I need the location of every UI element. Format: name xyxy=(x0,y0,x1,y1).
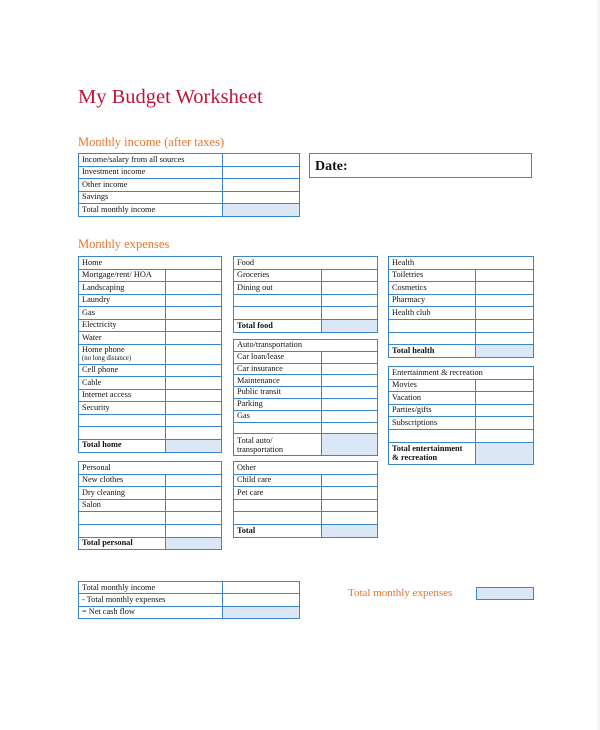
personal-header: Personal xyxy=(79,462,222,475)
home-value-cell[interactable] xyxy=(166,389,222,402)
home-value-cell[interactable] xyxy=(166,282,222,295)
home-row-label: Electricity xyxy=(79,319,166,332)
entertainment-value-cell[interactable] xyxy=(476,392,534,405)
home-value-cell[interactable] xyxy=(166,427,222,440)
home-row-label: Home phone xyxy=(82,345,125,355)
auto-value-cell[interactable] xyxy=(322,351,378,363)
personal-value-cell[interactable] xyxy=(166,499,222,512)
entertainment-value-cell[interactable] xyxy=(476,379,534,392)
other-total-label: Total xyxy=(234,524,322,537)
health-row-label: Cosmetics xyxy=(389,282,476,295)
health-total-cell[interactable] xyxy=(476,345,534,358)
health-value-cell[interactable] xyxy=(476,282,534,295)
auto-row-label: Car insurance xyxy=(234,363,322,375)
auto-row-label: Maintenance xyxy=(234,375,322,387)
food-row-label: Dining out xyxy=(234,282,322,295)
auto-row-label: Public transit xyxy=(234,387,322,399)
home-blank-label xyxy=(79,427,166,440)
home-row-label: Internet access xyxy=(79,389,166,402)
date-label: Date: xyxy=(315,159,348,174)
home-value-cell[interactable] xyxy=(166,307,222,320)
net-cash-flow-label: = Net cash flow xyxy=(79,606,223,618)
entertainment-value-cell[interactable] xyxy=(476,417,534,430)
other-value-cell[interactable] xyxy=(322,512,378,525)
health-row-label: Health club xyxy=(389,307,476,320)
personal-table xyxy=(78,461,222,550)
entertainment-total-line: Total entertainment xyxy=(392,443,463,453)
other-value-cell[interactable] xyxy=(322,487,378,500)
auto-value-cell[interactable] xyxy=(322,387,378,399)
health-value-cell[interactable] xyxy=(476,294,534,307)
auto-total-line: transportation xyxy=(237,444,284,454)
home-row-label: Cable xyxy=(79,377,166,390)
food-blank-label xyxy=(234,307,322,320)
home-row-label: Gas xyxy=(79,307,166,320)
entertainment-row-label: Subscriptions xyxy=(389,417,476,430)
date-box[interactable] xyxy=(309,153,532,178)
auto-header: Auto/transportation xyxy=(234,340,378,352)
entertainment-blank-label xyxy=(389,429,476,442)
home-value-cell[interactable] xyxy=(166,344,222,364)
entertainment-value-cell[interactable] xyxy=(476,429,534,442)
food-row-label: Groceries xyxy=(234,269,322,282)
income-row-label: Savings xyxy=(79,191,223,204)
income-heading: Monthly income (after taxes) xyxy=(78,135,225,149)
expenses-heading: Monthly expenses xyxy=(78,237,170,251)
total-monthly-expenses-box[interactable] xyxy=(476,587,534,600)
home-phone-cell xyxy=(79,344,166,364)
summary-row-label: Total monthly income xyxy=(79,582,223,594)
health-value-cell[interactable] xyxy=(476,307,534,320)
food-table xyxy=(233,256,378,333)
health-row-label: Toiletries xyxy=(389,269,476,282)
home-header: Home xyxy=(79,257,222,270)
health-total-label: Total health xyxy=(389,345,476,358)
personal-value-cell[interactable] xyxy=(166,512,222,525)
food-total-cell[interactable] xyxy=(322,319,378,332)
home-value-cell[interactable] xyxy=(166,332,222,345)
income-value-cell[interactable] xyxy=(223,191,300,204)
other-blank-label xyxy=(234,499,322,512)
summary-table xyxy=(78,581,300,619)
auto-table xyxy=(233,339,378,456)
health-row-label: Pharmacy xyxy=(389,294,476,307)
home-row-note: (no long distance) xyxy=(82,354,132,362)
personal-value-cell[interactable] xyxy=(166,487,222,500)
health-table xyxy=(388,256,534,358)
auto-total-line: Total auto/ xyxy=(237,435,273,445)
home-total-label: Total home xyxy=(79,439,166,452)
health-value-cell[interactable] xyxy=(476,269,534,282)
personal-row-label: New clothes xyxy=(79,474,166,487)
page-edge-shadow xyxy=(596,0,600,730)
entertainment-row-label: Movies xyxy=(389,379,476,392)
personal-value-cell[interactable] xyxy=(166,474,222,487)
home-row-label: Cell phone xyxy=(79,364,166,377)
personal-total-label: Total personal xyxy=(79,537,166,550)
auto-row-label: Car loan/lease xyxy=(234,351,322,363)
entertainment-total-cell[interactable] xyxy=(476,442,534,464)
other-value-cell[interactable] xyxy=(322,474,378,487)
other-header: Other xyxy=(234,462,378,475)
entertainment-header: Entertainment & recreation xyxy=(389,367,534,380)
income-value-cell[interactable] xyxy=(223,166,300,179)
home-value-cell[interactable] xyxy=(166,319,222,332)
auto-value-cell[interactable] xyxy=(322,410,378,422)
personal-blank-label xyxy=(79,524,166,537)
entertainment-row-label: Vacation xyxy=(389,392,476,405)
entertainment-total-label xyxy=(389,442,476,464)
income-row-label: Investment income xyxy=(79,166,223,179)
health-blank-label xyxy=(389,332,476,345)
income-table xyxy=(78,153,300,217)
other-row-label: Pet care xyxy=(234,487,322,500)
home-row-label: Mortgage/rent/ HOA xyxy=(79,269,166,282)
food-value-cell[interactable] xyxy=(322,307,378,320)
other-total-cell[interactable] xyxy=(322,524,378,537)
income-value-cell[interactable] xyxy=(223,154,300,167)
income-total-cell[interactable] xyxy=(223,204,300,217)
auto-value-cell[interactable] xyxy=(322,422,378,434)
other-row-label: Child care xyxy=(234,474,322,487)
home-value-cell[interactable] xyxy=(166,402,222,415)
auto-value-cell[interactable] xyxy=(322,398,378,410)
food-total-label: Total food xyxy=(234,319,322,332)
food-value-cell[interactable] xyxy=(322,269,378,282)
personal-row-label: Dry cleaning xyxy=(79,487,166,500)
food-header: Food xyxy=(234,257,378,270)
entertainment-total-line: & recreation xyxy=(392,453,438,463)
personal-row-label: Salon xyxy=(79,499,166,512)
summary-value-cell[interactable] xyxy=(223,582,300,594)
auto-value-cell[interactable] xyxy=(322,363,378,375)
income-row-label: Income/salary from all sources xyxy=(79,154,223,167)
home-value-cell[interactable] xyxy=(166,414,222,427)
income-total-label: Total monthly income xyxy=(79,204,223,217)
summary-value-cell[interactable] xyxy=(223,594,300,606)
entertainment-value-cell[interactable] xyxy=(476,404,534,417)
income-row-label: Other income xyxy=(79,179,223,192)
food-value-cell[interactable] xyxy=(322,282,378,295)
income-value-cell[interactable] xyxy=(223,179,300,192)
home-total-cell[interactable] xyxy=(166,439,222,452)
page-title: My Budget Worksheet xyxy=(78,86,263,108)
health-value-cell[interactable] xyxy=(476,319,534,332)
health-blank-label xyxy=(389,319,476,332)
personal-blank-label xyxy=(79,512,166,525)
home-value-cell[interactable] xyxy=(166,269,222,282)
auto-total-label xyxy=(234,434,322,456)
auto-row-label: Parking xyxy=(234,398,322,410)
food-blank-label xyxy=(234,294,322,307)
personal-total-cell[interactable] xyxy=(166,537,222,550)
home-row-label: Landscaping xyxy=(79,282,166,295)
home-value-cell[interactable] xyxy=(166,364,222,377)
home-value-cell[interactable] xyxy=(166,294,222,307)
other-value-cell[interactable] xyxy=(322,499,378,512)
personal-value-cell[interactable] xyxy=(166,524,222,537)
home-table xyxy=(78,256,222,453)
summary-row-label: - Total monthly expenses xyxy=(79,594,223,606)
home-blank-label xyxy=(79,414,166,427)
home-row-label: Water xyxy=(79,332,166,345)
home-row-label: Security xyxy=(79,402,166,415)
health-value-cell[interactable] xyxy=(476,332,534,345)
entertainment-row-label: Parties/gifts xyxy=(389,404,476,417)
auto-total-cell[interactable] xyxy=(322,434,378,456)
health-header: Health xyxy=(389,257,534,270)
food-value-cell[interactable] xyxy=(322,294,378,307)
home-value-cell[interactable] xyxy=(166,377,222,390)
other-table xyxy=(233,461,378,538)
total-monthly-expenses-label: Total monthly expenses xyxy=(348,587,453,599)
entertainment-table xyxy=(388,366,534,465)
other-blank-label xyxy=(234,512,322,525)
auto-row-label: Gas xyxy=(234,410,322,422)
net-cash-flow-cell[interactable] xyxy=(223,606,300,618)
auto-value-cell[interactable] xyxy=(322,375,378,387)
auto-blank-label xyxy=(234,422,322,434)
home-row-label: Laundry xyxy=(79,294,166,307)
